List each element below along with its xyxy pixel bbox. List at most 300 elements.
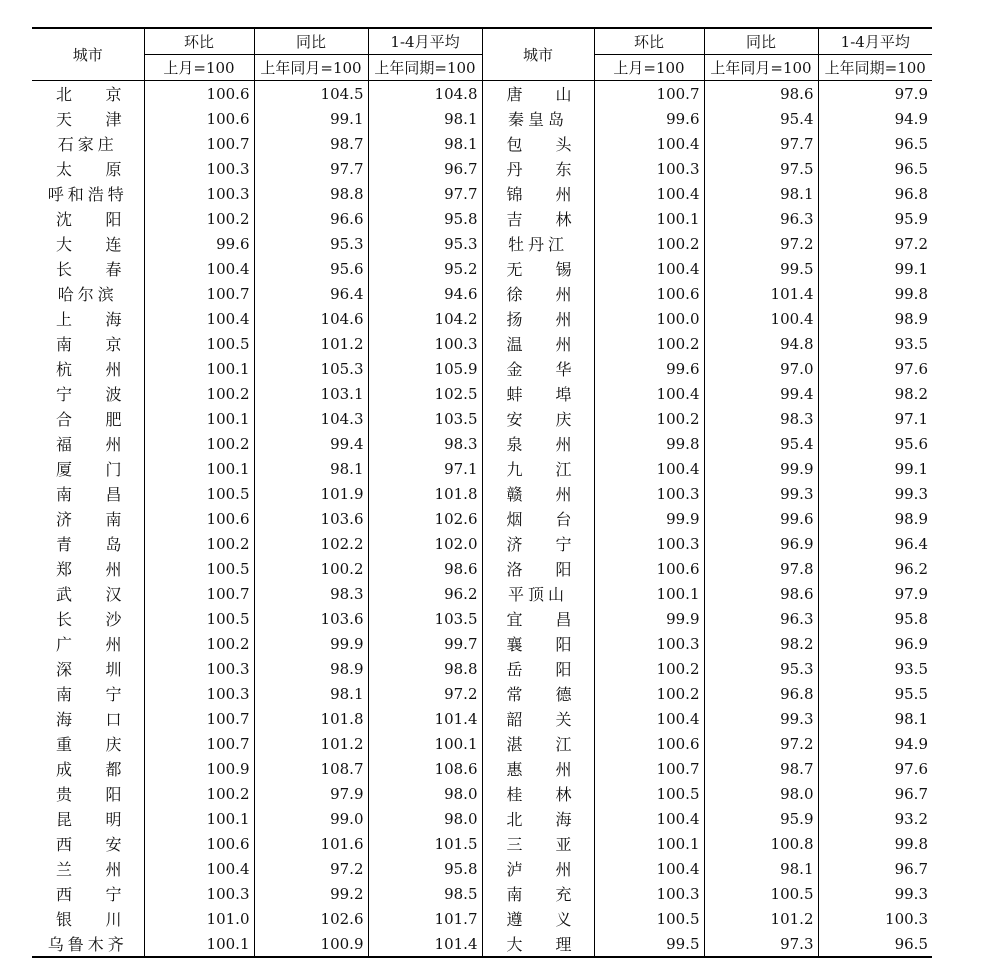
city-cell-left <box>32 581 144 606</box>
city-cell-right <box>482 556 594 581</box>
table-row <box>32 381 932 406</box>
city-cell-right <box>482 706 594 731</box>
yoy-column-header-left: 同比 <box>254 28 368 55</box>
table-row <box>32 756 932 781</box>
mom-value-right: 100.2 <box>594 331 704 356</box>
avg-value-left: 97.7 <box>368 181 482 206</box>
mom-value-left: 100.6 <box>144 506 254 531</box>
yoy-value-left: 101.8 <box>254 706 368 731</box>
city-name: 湛 江 <box>506 735 572 754</box>
avg-value-right: 98.9 <box>894 509 928 528</box>
avg-value-right: 95.9 <box>894 209 928 228</box>
table-row <box>32 806 932 831</box>
city-name: 上 海 <box>56 310 122 329</box>
city-name: 西 宁 <box>56 885 122 904</box>
yoy-value-right: 98.0 <box>704 781 818 806</box>
yoy-value-right: 95.4 <box>704 431 818 456</box>
mom-value-left: 101.0 <box>144 906 254 931</box>
city-name: 呼和浩特 <box>47 185 128 204</box>
avg-value-right: 93.5 <box>894 659 928 678</box>
avg-value-right: 95.8 <box>894 609 928 628</box>
city-name: 泸 州 <box>506 860 572 879</box>
avg-value-right: 96.8 <box>894 184 928 203</box>
city-name: 福 州 <box>56 435 122 454</box>
city-cell-left <box>32 331 144 356</box>
mom-value-left: 100.2 <box>144 631 254 656</box>
avg-value-left: 104.2 <box>368 306 482 331</box>
avg-value-right: 93.5 <box>894 334 928 353</box>
city-cell-left <box>32 481 144 506</box>
table-row <box>32 906 932 931</box>
avg-value-left: 98.1 <box>368 106 482 131</box>
mom-value-right: 99.8 <box>594 431 704 456</box>
mom-value-right: 100.5 <box>594 781 704 806</box>
yoy-value-left: 103.1 <box>254 381 368 406</box>
city-cell-right <box>482 831 594 856</box>
table-row <box>32 306 932 331</box>
avg-value-left: 102.0 <box>368 531 482 556</box>
table-row <box>32 431 932 456</box>
yoy-value-right: 96.3 <box>704 606 818 631</box>
avg-value-right: 94.9 <box>894 734 928 753</box>
yoy-value-right: 98.2 <box>704 631 818 656</box>
yoy-value-left: 101.9 <box>254 481 368 506</box>
mom-value-left: 100.5 <box>144 606 254 631</box>
mom-value-left: 100.1 <box>144 806 254 831</box>
city-name: 昆 明 <box>56 810 122 829</box>
city-name: 无 锡 <box>506 260 572 279</box>
city-cell-right <box>482 581 594 606</box>
city-cell-left <box>32 556 144 581</box>
city-column-header-left: 城市 <box>32 28 144 81</box>
avg-value-right: 97.9 <box>894 584 928 603</box>
table-row <box>32 781 932 806</box>
avg-value-right: 96.5 <box>894 159 928 178</box>
city-name: 扬 州 <box>506 310 572 329</box>
mom-value-right: 100.4 <box>594 381 704 406</box>
mom-value-left: 100.6 <box>144 81 254 107</box>
avg-value-left: 101.8 <box>368 481 482 506</box>
table-header <box>32 28 932 81</box>
mom-base-header-right: 上月=100 <box>594 55 704 81</box>
table-body <box>32 81 932 958</box>
mom-value-left: 100.4 <box>144 256 254 281</box>
city-cell-left <box>32 456 144 481</box>
mom-value-left: 100.7 <box>144 131 254 156</box>
city-name: 蚌 埠 <box>506 385 572 404</box>
yoy-value-right: 95.3 <box>704 656 818 681</box>
table-row <box>32 281 932 306</box>
city-cell-right <box>482 156 594 181</box>
yoy-value-left: 98.7 <box>254 131 368 156</box>
avg-value-right: 95.5 <box>894 684 928 703</box>
mom-value-left: 100.5 <box>144 331 254 356</box>
avg-value-left: 108.6 <box>368 756 482 781</box>
avg-value-left: 95.3 <box>368 231 482 256</box>
table-row <box>32 456 932 481</box>
avg-value-right: 96.7 <box>894 859 928 878</box>
mom-value-right: 99.9 <box>594 506 704 531</box>
mom-value-right: 100.3 <box>594 631 704 656</box>
yoy-value-right: 100.5 <box>704 881 818 906</box>
mom-value-left: 100.9 <box>144 756 254 781</box>
city-cell-left <box>32 856 144 881</box>
city-name: 赣 州 <box>506 485 572 504</box>
city-name: 平顶山 <box>507 585 568 604</box>
city-cell-left <box>32 731 144 756</box>
city-name: 襄 阳 <box>506 635 572 654</box>
mom-value-left: 100.3 <box>144 181 254 206</box>
yoy-value-right: 95.4 <box>704 106 818 131</box>
table-row <box>32 556 932 581</box>
avg-value-left: 101.4 <box>368 931 482 957</box>
city-cell-right <box>482 606 594 631</box>
city-cell-right <box>482 331 594 356</box>
yoy-value-right: 99.9 <box>704 456 818 481</box>
table-row <box>32 356 932 381</box>
city-name: 杭 州 <box>56 360 122 379</box>
yoy-value-right: 95.9 <box>704 806 818 831</box>
yoy-value-left: 96.4 <box>254 281 368 306</box>
avg-value-left: 96.7 <box>368 156 482 181</box>
city-cell-left <box>32 256 144 281</box>
avg-value-left: 98.6 <box>368 556 482 581</box>
yoy-column-header-right: 同比 <box>704 28 818 55</box>
yoy-value-right: 98.7 <box>704 756 818 781</box>
avg-value-left: 99.7 <box>368 631 482 656</box>
mom-value-right: 99.6 <box>594 106 704 131</box>
yoy-value-left: 98.8 <box>254 181 368 206</box>
yoy-value-left: 102.6 <box>254 906 368 931</box>
city-name: 北 京 <box>56 85 122 104</box>
avg-value-right: 99.1 <box>894 459 928 478</box>
mom-value-right: 100.4 <box>594 856 704 881</box>
yoy-value-left: 108.7 <box>254 756 368 781</box>
avg-value-right: 97.1 <box>894 409 928 428</box>
avg-value-right: 95.6 <box>894 434 928 453</box>
city-cell-left <box>32 881 144 906</box>
city-name: 天 津 <box>56 110 122 129</box>
city-name: 沈 阳 <box>56 210 122 229</box>
yoy-value-right: 99.6 <box>704 506 818 531</box>
table-row <box>32 106 932 131</box>
city-name: 宁 波 <box>56 385 122 404</box>
mom-column-header-right: 环比 <box>594 28 704 55</box>
avg-value-left: 100.1 <box>368 731 482 756</box>
city-cell-left <box>32 181 144 206</box>
city-name: 宜 昌 <box>506 610 572 629</box>
yoy-value-right: 100.4 <box>704 306 818 331</box>
city-name: 成 都 <box>56 760 122 779</box>
avg-value-left: 95.8 <box>368 206 482 231</box>
yoy-value-right: 97.0 <box>704 356 818 381</box>
mom-value-right: 100.2 <box>594 231 704 256</box>
city-name: 桂 林 <box>506 785 572 804</box>
avg-value-right: 99.8 <box>894 834 928 853</box>
city-cell-left <box>32 631 144 656</box>
city-cell-left <box>32 206 144 231</box>
city-name: 锦 州 <box>506 185 572 204</box>
yoy-value-left: 104.3 <box>254 406 368 431</box>
mom-value-left: 100.5 <box>144 556 254 581</box>
yoy-value-right: 100.8 <box>704 831 818 856</box>
city-name: 西 安 <box>56 835 122 854</box>
yoy-value-right: 97.2 <box>704 231 818 256</box>
yoy-value-right: 101.4 <box>704 281 818 306</box>
city-name: 贵 阳 <box>56 785 122 804</box>
yoy-value-right: 97.2 <box>704 731 818 756</box>
yoy-value-left: 95.6 <box>254 256 368 281</box>
city-name: 青 岛 <box>56 535 122 554</box>
mom-value-left: 100.2 <box>144 531 254 556</box>
city-cell-left <box>32 681 144 706</box>
yoy-value-right: 98.6 <box>704 581 818 606</box>
city-name: 济 南 <box>56 510 122 529</box>
price-index-table <box>32 27 932 958</box>
yoy-value-left: 99.9 <box>254 631 368 656</box>
city-cell-right <box>482 506 594 531</box>
city-name: 乌鲁木齐 <box>47 935 128 954</box>
mom-value-left: 100.2 <box>144 206 254 231</box>
city-name: 吉 林 <box>506 210 572 229</box>
city-name: 常 德 <box>506 685 572 704</box>
mom-value-left: 100.5 <box>144 481 254 506</box>
city-cell-left <box>32 506 144 531</box>
mom-value-right: 100.7 <box>594 81 704 107</box>
mom-value-right: 100.4 <box>594 806 704 831</box>
city-name: 武 汉 <box>56 585 122 604</box>
table-row <box>32 531 932 556</box>
yoy-value-left: 103.6 <box>254 606 368 631</box>
avg-value-right: 97.6 <box>894 759 928 778</box>
city-name: 惠 州 <box>506 760 572 779</box>
mom-value-right: 99.9 <box>594 606 704 631</box>
city-name: 济 宁 <box>506 535 572 554</box>
city-name: 兰 州 <box>56 860 122 879</box>
city-cell-right <box>482 256 594 281</box>
mom-value-left: 100.1 <box>144 356 254 381</box>
avg-value-left: 97.2 <box>368 681 482 706</box>
yoy-value-left: 99.2 <box>254 881 368 906</box>
city-cell-left <box>32 906 144 931</box>
yoy-base-header-left: 上年同月=100 <box>254 55 368 81</box>
avg-value-left: 94.6 <box>368 281 482 306</box>
yoy-value-right: 98.6 <box>704 81 818 107</box>
avg-value-left: 104.8 <box>368 81 482 107</box>
table-row <box>32 81 932 107</box>
yoy-value-left: 98.9 <box>254 656 368 681</box>
mom-value-right: 100.3 <box>594 881 704 906</box>
mom-value-left: 100.2 <box>144 431 254 456</box>
city-name: 九 江 <box>506 460 572 479</box>
city-cell-left <box>32 531 144 556</box>
avg-value-right: 96.7 <box>894 784 928 803</box>
mom-value-left: 100.1 <box>144 931 254 957</box>
city-cell-right <box>482 731 594 756</box>
mom-value-right: 100.4 <box>594 256 704 281</box>
city-cell-left <box>32 756 144 781</box>
mom-value-right: 99.5 <box>594 931 704 957</box>
city-name: 丹 东 <box>506 160 572 179</box>
city-cell-right <box>482 81 594 107</box>
table-row <box>32 931 932 957</box>
table-row <box>32 881 932 906</box>
mom-value-right: 100.3 <box>594 481 704 506</box>
city-name: 深 圳 <box>56 660 122 679</box>
mom-value-right: 99.6 <box>594 356 704 381</box>
city-name: 大 连 <box>56 235 122 254</box>
yoy-value-right: 97.8 <box>704 556 818 581</box>
table-row <box>32 631 932 656</box>
avg-value-left: 101.7 <box>368 906 482 931</box>
yoy-value-right: 97.7 <box>704 131 818 156</box>
city-name: 金 华 <box>506 360 572 379</box>
avg-value-right: 98.1 <box>894 709 928 728</box>
city-cell-right <box>482 656 594 681</box>
city-cell-right <box>482 431 594 456</box>
city-name: 秦皇岛 <box>507 110 568 129</box>
table-row <box>32 131 932 156</box>
avg-column-header-left: 1-4月平均 <box>368 28 482 55</box>
mom-value-right: 100.4 <box>594 181 704 206</box>
avg-value-left: 101.5 <box>368 831 482 856</box>
yoy-value-right: 96.8 <box>704 681 818 706</box>
mom-value-right: 100.3 <box>594 156 704 181</box>
yoy-value-left: 98.1 <box>254 456 368 481</box>
city-cell-left <box>32 156 144 181</box>
city-name: 徐 州 <box>506 285 572 304</box>
city-cell-right <box>482 631 594 656</box>
yoy-value-left: 97.9 <box>254 781 368 806</box>
city-column-header-right: 城市 <box>482 28 594 81</box>
mom-value-left: 99.6 <box>144 231 254 256</box>
mom-value-right: 100.5 <box>594 906 704 931</box>
city-name: 重 庆 <box>56 735 122 754</box>
avg-base-header-right: 上年同期=100 <box>818 55 932 81</box>
mom-value-left: 100.3 <box>144 156 254 181</box>
table-row <box>32 256 932 281</box>
avg-value-right: 99.1 <box>894 259 928 278</box>
mom-value-left: 100.6 <box>144 106 254 131</box>
city-name: 广 州 <box>56 635 122 654</box>
mom-value-right: 100.2 <box>594 406 704 431</box>
table-row <box>32 606 932 631</box>
city-name: 哈尔滨 <box>57 285 118 304</box>
table-row <box>32 856 932 881</box>
city-cell-left <box>32 806 144 831</box>
avg-value-left: 102.5 <box>368 381 482 406</box>
city-cell-left <box>32 106 144 131</box>
table-row <box>32 331 932 356</box>
avg-value-left: 103.5 <box>368 606 482 631</box>
mom-value-right: 100.7 <box>594 756 704 781</box>
avg-value-left: 100.3 <box>368 331 482 356</box>
city-name: 遵 义 <box>506 910 572 929</box>
mom-value-right: 100.6 <box>594 281 704 306</box>
table-row <box>32 156 932 181</box>
avg-value-right: 97.2 <box>894 234 928 253</box>
city-cell-left <box>32 281 144 306</box>
yoy-value-left: 102.2 <box>254 531 368 556</box>
mom-value-right: 100.1 <box>594 581 704 606</box>
city-name: 大 理 <box>506 935 572 954</box>
city-cell-right <box>482 481 594 506</box>
mom-value-left: 100.7 <box>144 281 254 306</box>
avg-value-right: 96.2 <box>894 559 928 578</box>
city-name: 长 沙 <box>56 610 122 629</box>
avg-value-right: 98.2 <box>894 384 928 403</box>
city-cell-right <box>482 131 594 156</box>
city-name: 岳 阳 <box>506 660 572 679</box>
yoy-value-left: 99.4 <box>254 431 368 456</box>
city-name: 南 宁 <box>56 685 122 704</box>
yoy-value-left: 100.9 <box>254 931 368 957</box>
avg-value-left: 98.5 <box>368 881 482 906</box>
avg-value-left: 102.6 <box>368 506 482 531</box>
yoy-value-right: 96.3 <box>704 206 818 231</box>
city-cell-right <box>482 906 594 931</box>
table-row <box>32 506 932 531</box>
yoy-base-header-right: 上年同月=100 <box>704 55 818 81</box>
avg-value-right: 98.9 <box>894 309 928 328</box>
table-row <box>32 181 932 206</box>
mom-value-left: 100.7 <box>144 731 254 756</box>
yoy-value-right: 99.3 <box>704 706 818 731</box>
yoy-value-left: 100.2 <box>254 556 368 581</box>
mom-value-left: 100.3 <box>144 881 254 906</box>
mom-value-right: 100.0 <box>594 306 704 331</box>
city-cell-right <box>482 531 594 556</box>
city-name: 唐 山 <box>506 85 572 104</box>
city-name: 三 亚 <box>506 835 572 854</box>
mom-value-left: 100.1 <box>144 456 254 481</box>
city-cell-left <box>32 656 144 681</box>
table-row <box>32 406 932 431</box>
avg-value-left: 103.5 <box>368 406 482 431</box>
city-name: 温 州 <box>506 335 572 354</box>
city-cell-left <box>32 231 144 256</box>
city-cell-left <box>32 431 144 456</box>
mom-value-left: 100.6 <box>144 831 254 856</box>
yoy-value-left: 101.2 <box>254 331 368 356</box>
city-cell-right <box>482 206 594 231</box>
yoy-value-right: 99.5 <box>704 256 818 281</box>
city-cell-right <box>482 456 594 481</box>
city-cell-right <box>482 231 594 256</box>
mom-value-right: 100.6 <box>594 556 704 581</box>
mom-value-left: 100.2 <box>144 781 254 806</box>
yoy-value-left: 97.2 <box>254 856 368 881</box>
avg-value-left: 98.1 <box>368 131 482 156</box>
mom-value-right: 100.2 <box>594 681 704 706</box>
avg-value-left: 101.4 <box>368 706 482 731</box>
yoy-value-left: 101.6 <box>254 831 368 856</box>
avg-value-left: 95.2 <box>368 256 482 281</box>
avg-value-right: 94.9 <box>894 109 928 128</box>
city-name: 石家庄 <box>57 135 118 154</box>
yoy-value-right: 98.3 <box>704 406 818 431</box>
city-cell-left <box>32 706 144 731</box>
city-cell-left <box>32 606 144 631</box>
city-cell-right <box>482 931 594 957</box>
city-name: 北 海 <box>506 810 572 829</box>
city-cell-right <box>482 806 594 831</box>
avg-value-left: 97.1 <box>368 456 482 481</box>
city-name: 包 头 <box>506 135 572 154</box>
mom-column-header-left: 环比 <box>144 28 254 55</box>
mom-value-left: 100.7 <box>144 581 254 606</box>
table-row <box>32 831 932 856</box>
